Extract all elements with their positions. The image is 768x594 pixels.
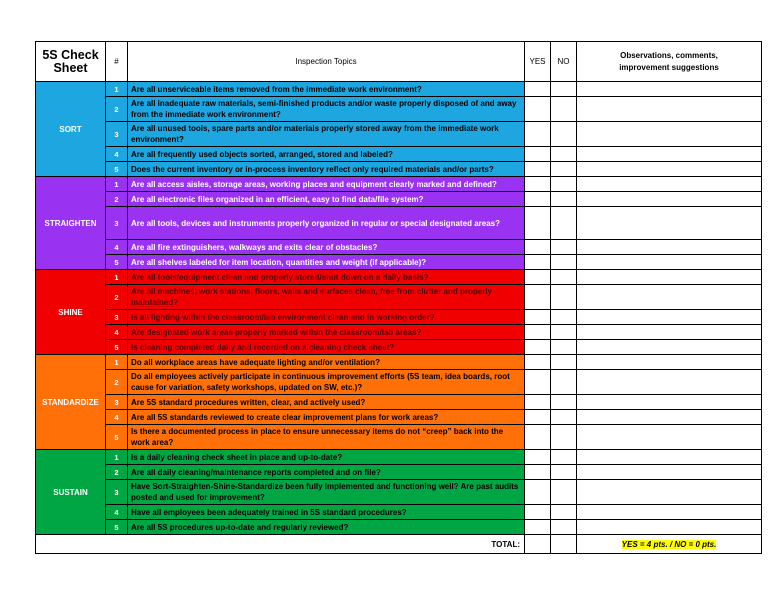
no-checkbox-cell[interactable] [551, 465, 577, 480]
yes-checkbox-cell[interactable] [525, 425, 551, 450]
inspection-row [36, 162, 762, 177]
scoring-note-cell [577, 535, 762, 554]
yes-checkbox-cell[interactable] [525, 177, 551, 192]
no-checkbox-cell[interactable] [551, 162, 577, 177]
no-checkbox-cell[interactable] [551, 122, 577, 147]
item-number: 4 [106, 240, 128, 255]
yes-checkbox-cell[interactable] [525, 285, 551, 310]
item-number: 4 [106, 325, 128, 340]
yes-checkbox-cell[interactable] [525, 97, 551, 122]
inspection-row [36, 340, 762, 355]
inspection-row [36, 480, 762, 505]
observations-cell[interactable] [577, 520, 762, 535]
no-checkbox-cell[interactable] [551, 450, 577, 465]
yes-checkbox-cell[interactable] [525, 325, 551, 340]
inspection-row [36, 147, 762, 162]
inspection-row [36, 207, 762, 240]
yes-checkbox-cell[interactable] [525, 505, 551, 520]
observations-cell[interactable] [577, 285, 762, 310]
no-checkbox-cell[interactable] [551, 147, 577, 162]
inspection-question: Is cleaning completed daily and recorded on a cleaning check sheet? [128, 340, 525, 355]
inspection-question: Are all access aisles, storage areas, working places and equipment clearly marked and defined? [128, 177, 525, 192]
no-checkbox-cell[interactable] [551, 255, 577, 270]
observations-cell[interactable] [577, 147, 762, 162]
yes-checkbox-cell[interactable] [525, 395, 551, 410]
yes-checkbox-cell[interactable] [525, 240, 551, 255]
no-column-header: NO [551, 42, 577, 82]
inspection-row [36, 240, 762, 255]
item-number: 2 [106, 285, 128, 310]
inspection-row [36, 520, 762, 535]
yes-checkbox-cell[interactable] [525, 465, 551, 480]
yes-checkbox-cell[interactable] [525, 270, 551, 285]
inspection-row [36, 505, 762, 520]
item-number: 4 [106, 147, 128, 162]
yes-checkbox-cell[interactable] [525, 255, 551, 270]
topics-column-header: Inspection Topics [128, 42, 525, 82]
total-label: TOTAL: [36, 535, 525, 554]
inspection-question: Have all employees been adequately trained in 5S standard procedures? [128, 505, 525, 520]
observations-column-header [577, 42, 762, 82]
inspection-question: Is there a documented process in place to ensure unnecessary items do not “creep” back into the work area? [128, 425, 525, 450]
yes-checkbox-cell[interactable] [525, 122, 551, 147]
observations-cell[interactable] [577, 480, 762, 505]
observations-cell[interactable] [577, 395, 762, 410]
no-checkbox-cell[interactable] [551, 480, 577, 505]
inspection-question: Is all lighting within the classroom/lab environment clean and in working order? [128, 310, 525, 325]
inspection-question: Are all frequently used objects sorted, arranged, stored and labeled? [128, 147, 525, 162]
inspection-row [36, 410, 762, 425]
item-number: 1 [106, 450, 128, 465]
inspection-row [36, 122, 762, 147]
sheet-title-line2: Sheet [53, 60, 88, 75]
observations-cell[interactable] [577, 310, 762, 325]
no-checkbox-cell[interactable] [551, 270, 577, 285]
category-sort: SORT [36, 82, 106, 177]
sheet-title [36, 42, 106, 82]
inspection-question: Are all fire extinguishers, walkways and exits clear of obstacles? [128, 240, 525, 255]
no-checkbox-cell[interactable] [551, 82, 577, 97]
inspection-question: Do all employees actively participate in continuous improvement efforts (5S team, idea boards, root cause for variation, safety workshops, updated on SW, etc.)? [128, 370, 525, 395]
yes-checkbox-cell[interactable] [525, 450, 551, 465]
no-checkbox-cell[interactable] [551, 207, 577, 240]
yes-checkbox-cell[interactable] [525, 162, 551, 177]
scoring-note: YES = 4 pts. / NO = 0 pts. [621, 539, 717, 549]
inspection-row [36, 310, 762, 325]
no-checkbox-cell[interactable] [551, 340, 577, 355]
inspection-row [36, 255, 762, 270]
inspection-row [36, 270, 762, 285]
item-number: 5 [106, 520, 128, 535]
observations-cell[interactable] [577, 425, 762, 450]
item-number: 2 [106, 370, 128, 395]
inspection-question: Are all unused tools, spare parts and/or materials properly stored away from the immediate work environment? [128, 122, 525, 147]
observations-cell[interactable] [577, 355, 762, 370]
sheet-title-line1: 5S Check [42, 47, 99, 62]
category-shine: SHINE [36, 270, 106, 355]
category-sustain: SUSTAIN [36, 450, 106, 535]
inspection-row [36, 177, 762, 192]
item-number: 3 [106, 122, 128, 147]
yes-checkbox-cell[interactable] [525, 192, 551, 207]
yes-checkbox-cell[interactable] [525, 370, 551, 395]
item-number: 1 [106, 82, 128, 97]
item-number: 2 [106, 465, 128, 480]
inspection-question: Are all 5S standards reviewed to create clear improvement plans for work areas? [128, 410, 525, 425]
yes-checkbox-cell[interactable] [525, 207, 551, 240]
observations-cell[interactable] [577, 97, 762, 122]
item-number: 3 [106, 480, 128, 505]
item-number: 2 [106, 192, 128, 207]
inspection-question: Are all inadequate raw materials, semi-finished products and/or waste properly disposed of and away from the immediate work environment? [128, 97, 525, 122]
item-number: 5 [106, 340, 128, 355]
no-checkbox-cell[interactable] [551, 97, 577, 122]
no-checkbox-cell[interactable] [551, 505, 577, 520]
inspection-question: Is a daily cleaning check sheet in place and up-to-date? [128, 450, 525, 465]
observations-header-line2: improvement suggestions [619, 62, 719, 72]
no-checkbox-cell[interactable] [551, 177, 577, 192]
number-column-header: # [106, 42, 128, 82]
inspection-row [36, 395, 762, 410]
no-checkbox-cell[interactable] [551, 425, 577, 450]
category-straighten: STRAIGHTEN [36, 177, 106, 270]
total-row [36, 535, 762, 554]
inspection-question: Are all unserviceable items removed from the immediate work environment? [128, 82, 525, 97]
inspection-question: Are all tools/equipment clean and properly stored/shut down on a daily basis? [128, 270, 525, 285]
total-no-cell[interactable] [551, 535, 577, 554]
item-number: 1 [106, 270, 128, 285]
observations-cell[interactable] [577, 465, 762, 480]
inspection-question: Are 5S standard procedures written, clear, and actively used? [128, 395, 525, 410]
observations-cell[interactable] [577, 370, 762, 395]
inspection-question: Have Sort-Straighten-Shine-Standardize been fully implemented and functioning well? Are past audits posted and used for improvement? [128, 480, 525, 505]
5s-check-sheet-table [35, 41, 762, 554]
header-row [36, 42, 762, 82]
inspection-question: Do all workplace areas have adequate lighting and/or ventilation? [128, 355, 525, 370]
observations-cell[interactable] [577, 192, 762, 207]
observations-cell[interactable] [577, 505, 762, 520]
observations-cell[interactable] [577, 450, 762, 465]
inspection-row [36, 285, 762, 310]
inspection-row [36, 97, 762, 122]
no-checkbox-cell[interactable] [551, 240, 577, 255]
no-checkbox-cell[interactable] [551, 355, 577, 370]
item-number: 3 [106, 207, 128, 240]
item-number: 1 [106, 355, 128, 370]
observations-header-line1: Observations, comments, [620, 50, 718, 60]
item-number: 1 [106, 177, 128, 192]
inspection-question: Are all tools, devices and instruments properly organized in regular or special designated areas? [128, 207, 525, 240]
inspection-row [36, 325, 762, 340]
observations-cell[interactable] [577, 162, 762, 177]
observations-cell[interactable] [577, 177, 762, 192]
yes-column-header: YES [525, 42, 551, 82]
observations-cell[interactable] [577, 325, 762, 340]
inspection-row [36, 370, 762, 395]
inspection-row [36, 425, 762, 450]
no-checkbox-cell[interactable] [551, 410, 577, 425]
no-checkbox-cell[interactable] [551, 325, 577, 340]
yes-checkbox-cell[interactable] [525, 355, 551, 370]
observations-cell[interactable] [577, 255, 762, 270]
yes-checkbox-cell[interactable] [525, 410, 551, 425]
no-checkbox-cell[interactable] [551, 520, 577, 535]
no-checkbox-cell[interactable] [551, 192, 577, 207]
observations-cell[interactable] [577, 122, 762, 147]
inspection-question: Are all shelves labeled for item location, quantities and weight (if applicable)? [128, 255, 525, 270]
inspection-question: Are all 5S procedures up-to-date and regularly reviewed? [128, 520, 525, 535]
inspection-row [36, 355, 762, 370]
observations-cell[interactable] [577, 82, 762, 97]
inspection-question: Are all machines, work stations, floors, walls and surfaces clean, free from clutter and properly maintained? [128, 285, 525, 310]
inspection-question: Are designated work areas properly marked within the classroom/lab areas? [128, 325, 525, 340]
item-number: 3 [106, 395, 128, 410]
observations-cell[interactable] [577, 410, 762, 425]
yes-checkbox-cell[interactable] [525, 520, 551, 535]
no-checkbox-cell[interactable] [551, 370, 577, 395]
inspection-question: Are all electronic files organized in an efficient, easy to find data/file system? [128, 192, 525, 207]
total-yes-cell[interactable] [525, 535, 551, 554]
item-number: 4 [106, 505, 128, 520]
yes-checkbox-cell[interactable] [525, 82, 551, 97]
observations-cell[interactable] [577, 240, 762, 255]
category-standardize: STANDARDIZE [36, 355, 106, 450]
no-checkbox-cell[interactable] [551, 395, 577, 410]
inspection-row [36, 465, 762, 480]
inspection-question: Are all daily cleaning/maintenance reports completed and on file? [128, 465, 525, 480]
inspection-row [36, 450, 762, 465]
yes-checkbox-cell[interactable] [525, 310, 551, 325]
yes-checkbox-cell[interactable] [525, 340, 551, 355]
item-number: 5 [106, 425, 128, 450]
no-checkbox-cell[interactable] [551, 285, 577, 310]
item-number: 5 [106, 162, 128, 177]
yes-checkbox-cell[interactable] [525, 480, 551, 505]
inspection-rows [36, 82, 762, 535]
inspection-row [36, 192, 762, 207]
no-checkbox-cell[interactable] [551, 310, 577, 325]
item-number: 2 [106, 97, 128, 122]
item-number: 4 [106, 410, 128, 425]
observations-cell[interactable] [577, 207, 762, 240]
item-number: 5 [106, 255, 128, 270]
observations-cell[interactable] [577, 340, 762, 355]
item-number: 3 [106, 310, 128, 325]
inspection-question: Does the current inventory or in-process inventory reflect only required materials and/or parts? [128, 162, 525, 177]
yes-checkbox-cell[interactable] [525, 147, 551, 162]
inspection-row [36, 82, 762, 97]
observations-cell[interactable] [577, 270, 762, 285]
